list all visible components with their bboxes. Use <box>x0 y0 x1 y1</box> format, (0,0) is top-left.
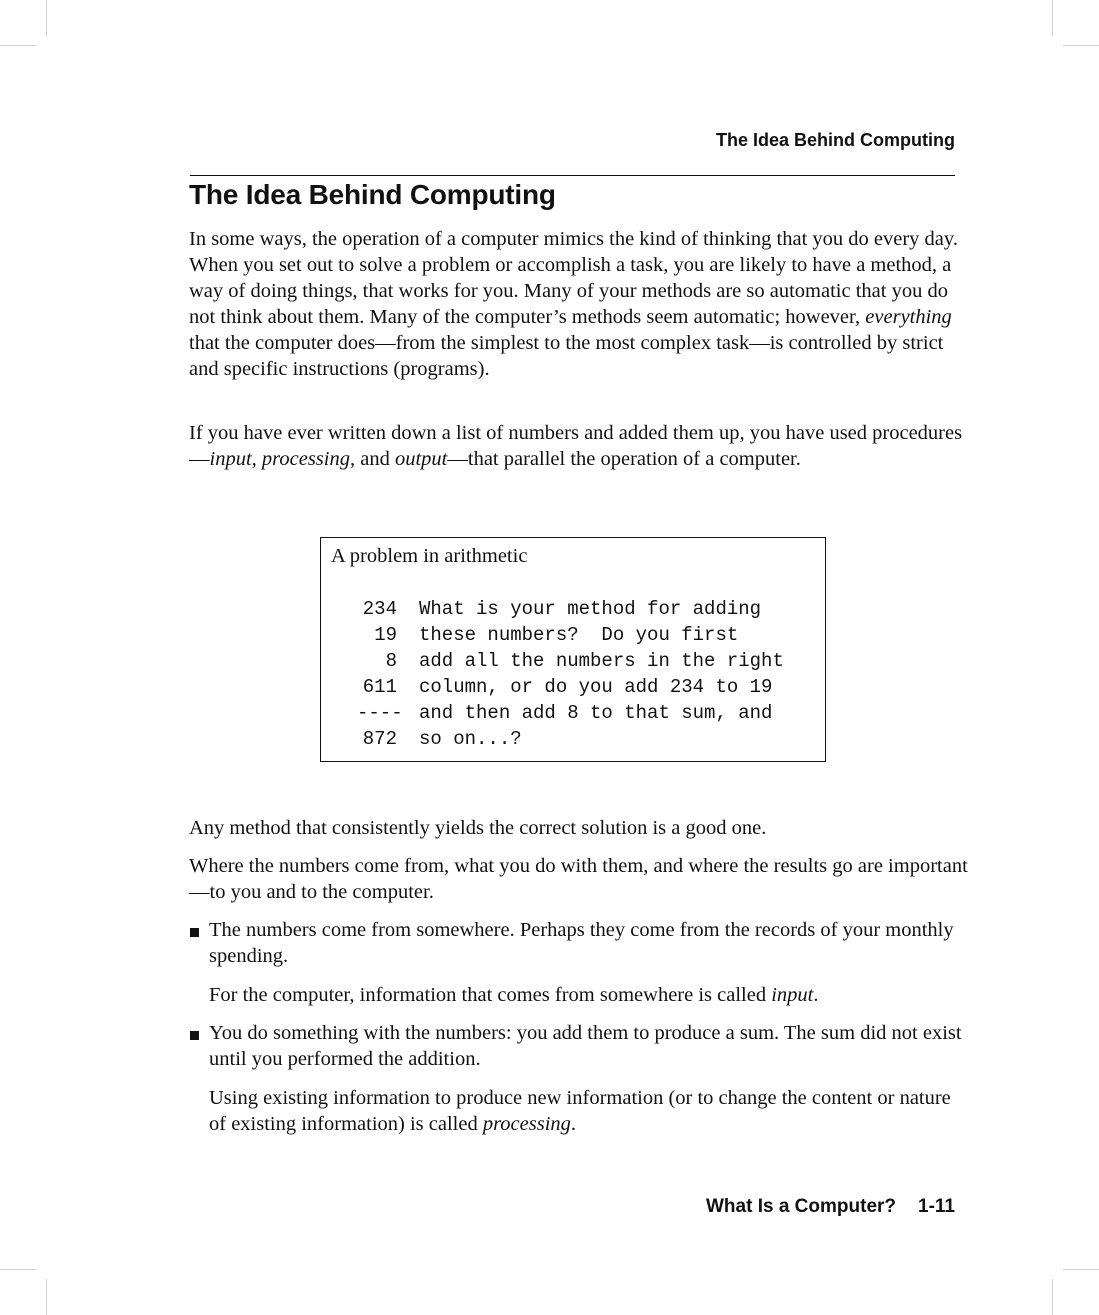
emphasis-everything: everything <box>865 306 952 328</box>
header-rule <box>190 175 955 176</box>
emphasis-processing: processing <box>482 1113 571 1135</box>
example-text: column, or do you add 234 to 19 <box>419 676 773 698</box>
example-text: add all the numbers in the right <box>419 650 784 672</box>
footer-chapter: What Is a Computer? <box>706 1196 897 1217</box>
paragraph-text: In some ways, the operation of a computer mimics the kind of thinking that you do every day. When you set out to solve a problem or accomplish a task, you are likely to have a method, a way of doing things, that works for you. Many of your methods are so automatic that you do not think about them. Many of the computer’s methods seem automatic; however, <box>189 228 958 328</box>
crop-mark <box>1052 0 1053 36</box>
paragraph-numbers: Where the numbers come from, what you do with them, and where the results go are important—to you and to the computer. <box>189 855 968 903</box>
crop-mark <box>1052 1279 1053 1315</box>
paragraph-procedures <box>189 420 969 472</box>
paragraph-intro <box>189 226 969 382</box>
paragraph-text: —that parallel the operation of a computer. <box>447 448 801 470</box>
page-number: 1-11 <box>918 1196 955 1217</box>
emphasis-processing: processing <box>261 448 350 470</box>
running-header: The Idea Behind Computing <box>716 130 955 150</box>
crop-mark <box>1063 1269 1099 1270</box>
example-text: so on...? <box>419 728 522 750</box>
paragraph-text: If you have ever written down a list of numbers and added them up, you have used procedures— <box>189 422 963 470</box>
note-text: Using existing information to produce new information (or to change the content or nature of existing information) is called <box>209 1087 951 1135</box>
note-text: . <box>570 1113 577 1135</box>
note-text: . <box>813 984 819 1006</box>
example-text: What is your method for adding <box>419 598 762 620</box>
paragraph-text: that the computer does—from the simplest to the most complex task—is controlled by strict and specific instructions (programs). <box>189 332 944 380</box>
example-number: 8 <box>385 650 397 672</box>
example-sum-line: ---- <box>357 702 403 724</box>
section-title: The Idea Behind Computing <box>189 179 556 210</box>
crop-mark <box>0 1269 36 1270</box>
bullet-item-input: The numbers come from somewhere. Perhaps they come from the records of your monthly spending. <box>209 919 954 967</box>
emphasis-input: input <box>771 984 814 1006</box>
example-number: 234 <box>362 598 397 620</box>
paragraph-method: Any method that consistently yields the correct solution is a good one. <box>189 817 767 839</box>
example-row <box>357 622 738 648</box>
example-row <box>357 726 522 752</box>
crop-mark <box>46 1279 47 1315</box>
arithmetic-example-box <box>320 537 826 762</box>
example-number: 872 <box>362 728 397 750</box>
example-row <box>357 648 784 674</box>
emphasis-output: output <box>394 448 448 470</box>
example-row <box>357 596 761 622</box>
crop-mark <box>0 45 36 46</box>
crop-mark <box>1063 45 1099 46</box>
crop-mark <box>46 0 47 36</box>
bullet-note-input <box>209 982 969 1008</box>
emphasis-input: input <box>209 448 252 470</box>
example-row <box>357 674 772 700</box>
example-row <box>357 700 772 726</box>
example-caption: A problem in arithmetic <box>331 545 528 567</box>
example-number: 611 <box>362 676 397 698</box>
example-number: 19 <box>374 624 397 646</box>
example-text: these numbers? Do you first <box>419 624 739 646</box>
page-footer <box>190 1196 955 1218</box>
note-text: For the computer, information that comes from somewhere is called <box>209 984 772 1006</box>
bullet-note-processing <box>209 1085 969 1137</box>
bullet-item-processing: You do something with the numbers: you add them to produce a sum. The sum did not exist until you performed the addition. <box>209 1022 962 1070</box>
separator: , and <box>349 448 395 470</box>
example-text: and then add 8 to that sum, and <box>419 702 773 724</box>
bullet-square-icon <box>190 928 199 937</box>
separator: , <box>251 448 262 470</box>
bullet-square-icon <box>190 1031 199 1040</box>
